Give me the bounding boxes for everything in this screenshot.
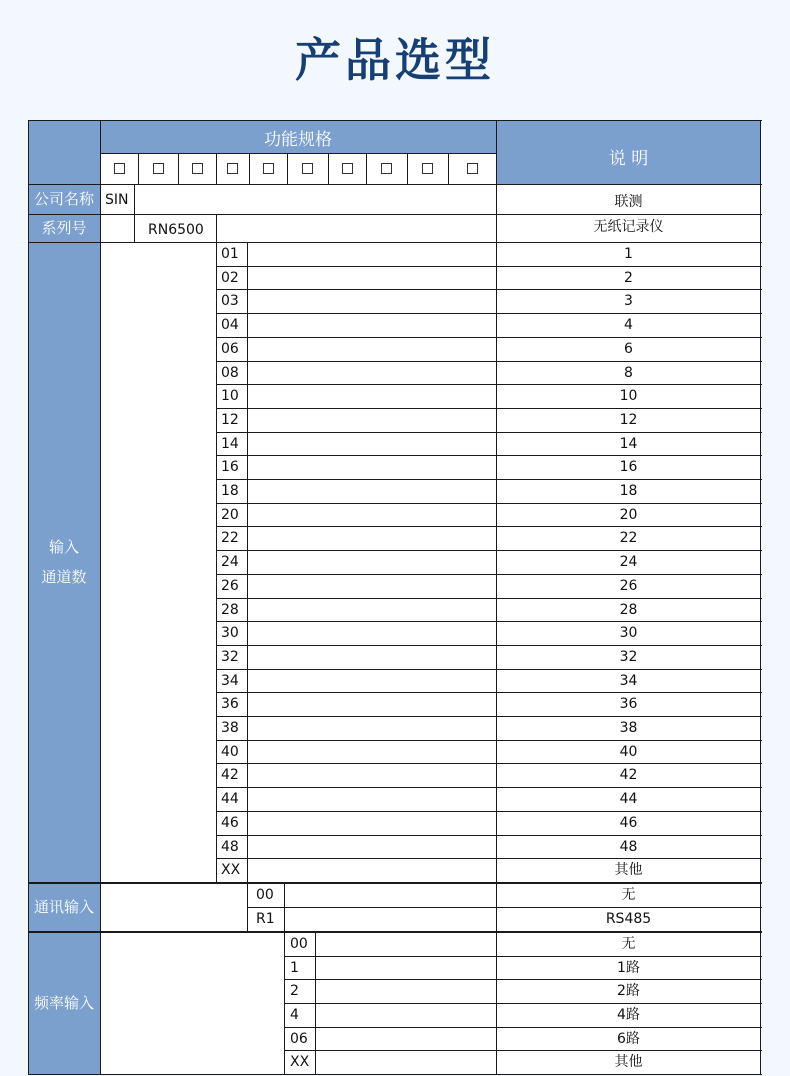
channel-code: 42 [221, 767, 239, 783]
channel-desc: 44 [619, 791, 638, 807]
company-label: 公司名称 [28, 184, 100, 214]
company-desc: 联测 [614, 194, 643, 210]
grid-hline [28, 120, 762, 121]
freq-desc: 4路 [617, 1007, 640, 1023]
comm-desc: RS485 [605, 911, 652, 927]
grid-hline [216, 432, 762, 433]
grid-vline [328, 153, 329, 185]
grid-hline [216, 313, 762, 314]
grid-vline [134, 214, 135, 243]
channel-code: 16 [221, 459, 239, 475]
channel-desc: 30 [619, 625, 638, 641]
grid-hline [216, 526, 762, 527]
channel-desc: 12 [619, 412, 638, 428]
grid-hline [216, 384, 762, 385]
grid-hline [216, 858, 762, 859]
option-checkbox[interactable] [192, 163, 203, 174]
channel-code: 36 [221, 696, 239, 712]
channel-desc: 14 [619, 436, 638, 452]
channel-code: 46 [221, 815, 239, 831]
grid-hline [216, 266, 762, 267]
grid-hline [216, 621, 762, 622]
channel-desc: 38 [619, 720, 638, 736]
header-corner-cell [28, 120, 100, 184]
channel-code: 12 [221, 412, 239, 428]
comm-desc: 无 [621, 887, 636, 903]
grid-vline [287, 153, 288, 185]
description-label: 说 明 [608, 149, 649, 169]
channel-desc: 18 [619, 483, 638, 499]
freq-code: 06 [290, 1031, 308, 1047]
option-checkbox[interactable] [227, 163, 238, 174]
company-code: SIN [105, 192, 129, 208]
grid-hline [216, 763, 762, 764]
grid-hline [216, 835, 762, 836]
channel-code: 22 [221, 530, 239, 546]
channel-desc: 8 [624, 365, 633, 381]
channel-code: 26 [221, 578, 239, 594]
grid-hline [216, 408, 762, 409]
grid-hline [28, 932, 762, 933]
series-code: RN6500 [148, 222, 204, 238]
option-checkbox[interactable] [342, 163, 353, 174]
grid-hline [216, 479, 762, 480]
channel-code: 20 [221, 507, 239, 523]
series-label: 系列号 [28, 214, 100, 242]
grid-vline [496, 153, 497, 185]
grid-vline [138, 153, 139, 185]
channel-code: 38 [221, 720, 239, 736]
freq-code: 1 [290, 960, 299, 976]
freq-desc: 无 [621, 936, 636, 952]
grid-hline [216, 740, 762, 741]
grid-hline [284, 1050, 762, 1051]
channel-code: 48 [221, 839, 239, 855]
freq-desc: 6路 [617, 1031, 640, 1047]
channel-desc: 3 [624, 293, 633, 309]
grid-hline [216, 645, 762, 646]
grid-vline [178, 153, 179, 185]
option-checkbox[interactable] [153, 163, 164, 174]
grid-hline [284, 1003, 762, 1004]
input-channels-label-line2: 通道数 [41, 568, 87, 586]
grid-hline [216, 361, 762, 362]
freq-code: 4 [290, 1007, 299, 1023]
option-checkbox[interactable] [467, 163, 478, 174]
grid-hline [216, 550, 762, 551]
channel-code: 03 [221, 293, 239, 309]
channel-desc: 10 [619, 388, 638, 404]
option-checkbox[interactable] [263, 163, 274, 174]
grid-hline [216, 503, 762, 504]
channel-code: 01 [221, 246, 239, 262]
freq-code: 00 [290, 936, 308, 952]
freq-code: XX [290, 1054, 310, 1070]
channel-code: 06 [221, 341, 239, 357]
grid-hline [216, 598, 762, 599]
grid-hline [28, 1074, 762, 1075]
channel-code: 04 [221, 317, 239, 333]
grid-hline [100, 153, 497, 154]
channel-code: 30 [221, 625, 239, 641]
grid-hline [28, 883, 762, 884]
channel-code: 08 [221, 365, 239, 381]
channel-desc: 20 [619, 507, 638, 523]
channel-desc: 36 [619, 696, 638, 712]
product-selection-table [28, 120, 761, 1075]
channel-code: 10 [221, 388, 239, 404]
page-title: 产品选型 [295, 33, 495, 87]
grid-hline [216, 574, 762, 575]
freq-desc: 其他 [614, 1054, 643, 1070]
option-checkbox[interactable] [381, 163, 392, 174]
option-checkbox[interactable] [114, 163, 125, 174]
grid-hline [284, 956, 762, 957]
channel-desc: 6 [624, 341, 633, 357]
channel-code: 28 [221, 602, 239, 618]
grid-vline [249, 153, 250, 185]
channel-code: 32 [221, 649, 239, 665]
grid-vline [407, 153, 408, 185]
channel-desc: 26 [619, 578, 638, 594]
channel-desc: 42 [619, 767, 638, 783]
channel-desc: 28 [619, 602, 638, 618]
option-checkbox[interactable] [302, 163, 313, 174]
channel-code: 34 [221, 673, 239, 689]
grid-vline [216, 214, 217, 243]
option-checkbox[interactable] [422, 163, 433, 174]
grid-vline [100, 214, 101, 1075]
grid-hline [216, 716, 762, 717]
input-channels-label-line1: 输入 [48, 538, 79, 556]
comm-code: R1 [256, 911, 275, 927]
channel-code: 44 [221, 791, 239, 807]
grid-vline [448, 153, 449, 185]
channel-desc: 32 [619, 649, 638, 665]
grid-hline [28, 214, 762, 215]
freq-desc: 1路 [617, 960, 640, 976]
channel-code: 18 [221, 483, 239, 499]
channel-desc: 其他 [614, 862, 643, 878]
channel-desc: 48 [619, 839, 638, 855]
grid-hline [284, 1027, 762, 1028]
grid-hline [216, 455, 762, 456]
func-spec-label: 功能规格 [264, 130, 332, 150]
grid-hline [216, 669, 762, 670]
channel-code: 40 [221, 744, 239, 760]
channel-code: 02 [221, 270, 239, 286]
channel-desc: 4 [624, 317, 633, 333]
channel-desc: 34 [619, 673, 638, 689]
freq-desc: 2路 [617, 983, 640, 999]
grid-hline [216, 337, 762, 338]
grid-vline [366, 153, 367, 185]
channel-desc: 46 [619, 815, 638, 831]
grid-vline [134, 184, 135, 215]
freq-input-label: 频率输入 [28, 931, 100, 1075]
input-channels-label [28, 242, 100, 882]
grid-hline [284, 979, 762, 980]
channel-desc: 1 [624, 246, 633, 262]
channel-code: 14 [221, 436, 239, 452]
channel-desc: 16 [619, 459, 638, 475]
grid-vline [216, 153, 217, 185]
grid-hline [216, 811, 762, 812]
grid-vline [100, 153, 101, 185]
freq-code: 2 [290, 983, 299, 999]
grid-hline [216, 692, 762, 693]
grid-hline [216, 787, 762, 788]
channel-desc: 2 [624, 270, 633, 286]
grid-hline [247, 907, 762, 908]
comm-input-label: 通讯输入 [28, 883, 100, 931]
series-desc: 无纸记录仪 [593, 219, 664, 235]
grid-hline [216, 289, 762, 290]
comm-code: 00 [256, 887, 274, 903]
grid-hline [28, 242, 762, 243]
channel-desc: 22 [619, 530, 638, 546]
channel-code: 24 [221, 554, 239, 570]
channel-desc: 40 [619, 744, 638, 760]
channel-desc: 24 [619, 554, 638, 570]
channel-code: XX [221, 862, 241, 878]
